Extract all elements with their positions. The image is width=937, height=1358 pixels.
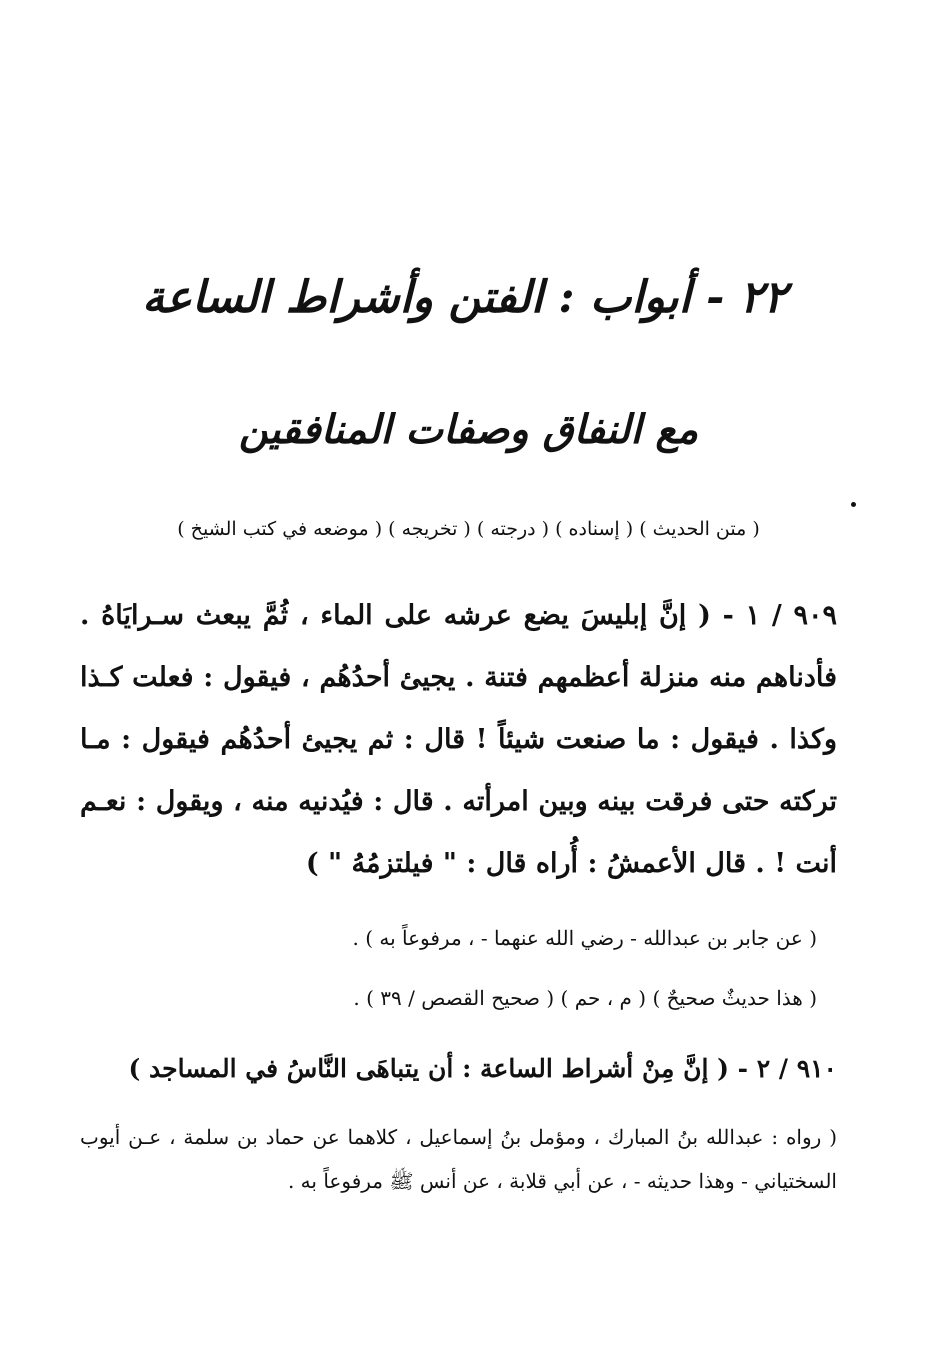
hadith-910-text: ٩١٠ / ٢ - ( إنَّ مِنْ أشراط الساعة : أن يتباهَى النَّاسُ في المساجد ) [128, 1054, 837, 1083]
hadith-909-narrators: ( عن جابر بن عبدالله - رضي الله عنهما - ، مرفوعاً به ) . [352, 926, 817, 950]
chapter-subtitle: مع النفاق وصفات المنافقين [238, 406, 699, 453]
hadith-909-grading: ( هذا حديثٌ صحيحٌ ) ( م ، حم ) ( صحيح القصص / ٣٩ ) . [353, 986, 817, 1010]
chapter-title: ٢٢ - أبواب : الفتن وأشراط الساعة [142, 272, 787, 323]
hadith-909-text: ٩٠٩ / ١ - ( إنَّ إبليسَ يضع عرشه على الماء ، ثُمَّ يبعث سـرايَاهُ . فأدناهم منه منزلة أعظمهم فتنة . يجيئ أحدُهُم ، فيقول : فعلت كـذا وكذا . فيقول : ما صنعت شيئاً ! قال : ثم يجيئ أحدُهُم فيقول : مـا تركته حتى فرقت بينه وبين امرأته . قال : فيُدنيه منه ، ويقول : نعـم أنت ! . قال الأعمشُ : أُراه قال : " فيلتزمُهُ " ) [80, 600, 837, 879]
section-legend: ( متن الحديث ) ( إسناده ) ( درجته ) ( تخريجه ) ( موضعه في كتب الشيخ ) [177, 518, 760, 540]
ink-dot [851, 502, 856, 507]
hadith-910-source: ( رواه : عبدالله بنُ المبارك ، ومؤمل بنُ إسماعيل ، كلاهما عن حماد بن سلمة ، عـن أيوب السختياني - وهذا حديثه - ، عن أبي قلابة ، عن أنس ﷺ مرفوعاً به . [80, 1125, 837, 1193]
